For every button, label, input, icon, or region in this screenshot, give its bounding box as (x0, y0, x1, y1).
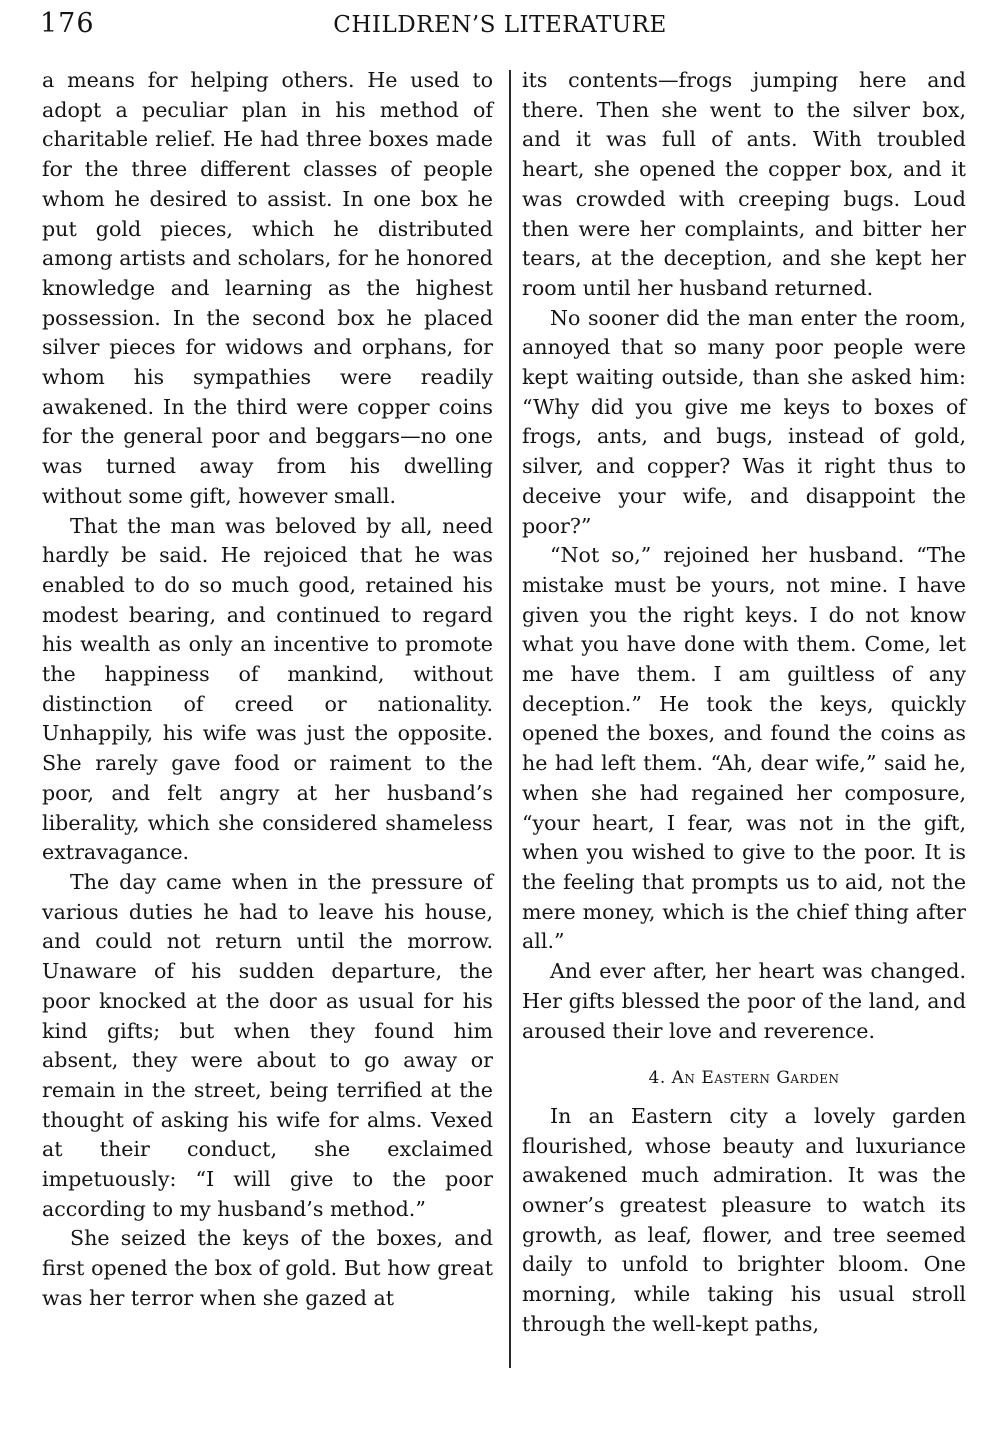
paragraph: a means for helping others. He used to adopt a peculiar plan in his method of charitable relief. He had three boxes made for the three different classes of people whom he desired to assist. In one box he put gold pieces, which he distributed among artists and scholars, for he honored knowledge and learning as the highest possession. In the second box he placed silver pieces for widows and orphans, for whom his sympathies were readily awakened. In the third were copper coins for the general poor and beggars—no one was turned away from his dwelling without some gift, however small. (42, 68, 493, 508)
left-column (42, 66, 493, 1314)
page-number: 176 (40, 8, 95, 39)
paragraph: No sooner did the man enter the room, annoyed that so many poor people were kept waiting outside, than she asked him: “Why did you give me keys to boxes of frogs, ants, and bugs, instead of gold, silver, and copper? Was it right thus to deceive your wife, and disappoint the poor?” (522, 305, 966, 538)
paragraph: “Not so,” rejoined her husband. “The mistake must be yours, not mine. I have given you the right keys. I do not know what you have done with them. Come, let me have them. I am guiltless of any deception.” He took the keys, quickly opened the boxes, and found the coins as he had left them. “Ah, dear wife,” said he, when she had regained her composure, “your heart, I fear, was not in the gift, when you wished to give to the poor. It is the feeling that prompts us to aid, not the mere money, which is the chief thing after all.” (522, 543, 966, 954)
right-column (522, 66, 966, 1340)
section-title: An Eastern Garden (671, 1068, 840, 1089)
paragraph: And ever after, her heart was changed. Her gifts blessed the poor of the land, and aroused their love and reverence. (522, 959, 966, 1043)
paragraph: She seized the keys of the boxes, and first opened the box of gold. But how great was her terror when she gazed at (42, 1226, 493, 1310)
paragraph: That the man was beloved by all, need hardly be said. He rejoiced that he was enabled to do so much good, retained his modest bearing, and continued to regard his wealth as only an incentive to promote the happiness of mankind, without distinction of creed or nationality. Unhappily, his wife was just the opposite. She rarely gave food or raiment to the poor, and felt angry at her husband’s liberality, which she considered shameless extravagance. (42, 513, 493, 865)
paragraph: The day came when in the pressure of various duties he had to leave his house, and could not return until the morrow. Unaware of his sudden departure, the poor knocked at the door as usual for his kind gifts; but when they found him absent, they were about to go away or remain in the street, being terrified at the thought of asking his wife for alms. Vexed at their conduct, she exclaimed impetuously: “I will give to the poor according to my husband’s method.” (42, 869, 493, 1221)
paragraph: In an Eastern city a lovely garden flourished, whose beauty and luxuriance awakened much admiration. It was the owner’s greatest pleasure to watch its growth, as leaf, flower, and tree seemed daily to unfold to brighter bloom. One morning, while taking his usual stroll through the well-kept paths, (522, 1103, 966, 1336)
column-divider (509, 70, 511, 1368)
running-title: CHILDREN’S LITERATURE (333, 12, 667, 38)
section-heading (522, 1064, 966, 1094)
section-number: 4. (648, 1068, 666, 1089)
page-header (40, 8, 960, 42)
paragraph: its contents—frogs jumping here and there. Then she went to the silver box, and it was full of ants. With troubled heart, she opened the copper box, and it was crowded with creeping bugs. Loud then were her complaints, and bitter her tears, at the deception, and she kept her room until her husband returned. (522, 68, 966, 300)
